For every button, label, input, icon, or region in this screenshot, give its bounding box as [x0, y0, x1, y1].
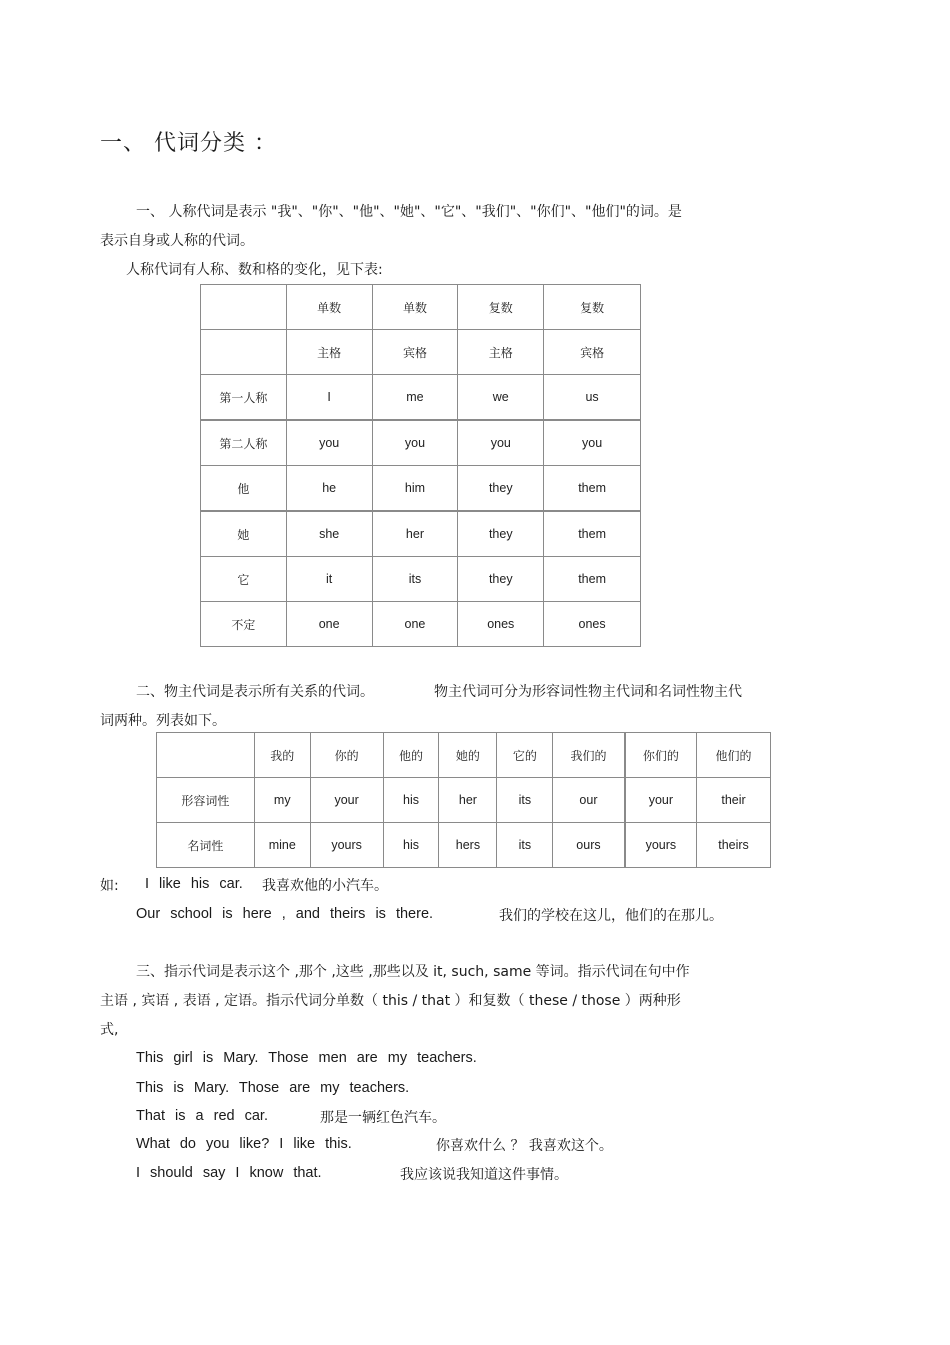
table-cell: they — [458, 511, 544, 557]
table-cell: she — [286, 511, 372, 557]
s1-line3: 人称代词有人称、数和格的变化，见下表: — [126, 262, 383, 278]
table-row — [201, 466, 641, 512]
table-cell: 复数 — [458, 285, 544, 330]
possessive-pronoun-table — [156, 732, 771, 868]
table-cell: ours — [553, 823, 625, 868]
row-label: 第一人称 — [201, 375, 287, 421]
table-row — [201, 420, 641, 466]
table-cell: his — [383, 823, 439, 868]
s3-line1: 三、指示代词是表示这个 ,那个 ,这些 ,那些以及 it, such, same 等词。指示代词在句中作 — [136, 964, 690, 980]
table-cell: hers — [439, 823, 497, 868]
table-cell: 宾格 — [372, 330, 458, 375]
table-cell: my — [254, 778, 310, 823]
table-cell: mine — [254, 823, 310, 868]
row-label: 不定 — [201, 602, 287, 647]
sentence-english: This is Mary. Those are my teachers. — [136, 1080, 410, 1096]
sentence-chinese: 那是一辆红色汽车。 — [320, 1110, 446, 1126]
table-cell: theirs — [697, 823, 771, 868]
table-cell: you — [372, 420, 458, 466]
table-cell: you — [286, 420, 372, 466]
sentence-english: That is a red car. — [136, 1108, 268, 1124]
sentence-chinese: 你喜欢什么 ？ 我喜欢这个。 — [436, 1138, 613, 1154]
table-cell: 它的 — [497, 733, 553, 778]
sentence-english: I should say I know that. — [136, 1165, 322, 1181]
table-cell: 她的 — [439, 733, 497, 778]
table-cell: his — [383, 778, 439, 823]
table-header-row — [201, 330, 641, 375]
table-row — [201, 511, 641, 557]
table-cell: 我的 — [254, 733, 310, 778]
table-cell: yours — [310, 823, 383, 868]
table-row — [201, 375, 641, 421]
table-row — [157, 778, 771, 823]
table-cell: them — [544, 557, 641, 602]
table-cell — [201, 330, 287, 375]
personal-pronoun-table — [200, 284, 641, 647]
table-cell: me — [372, 375, 458, 421]
table-cell: them — [544, 466, 641, 512]
table-row — [201, 557, 641, 602]
table-cell — [157, 733, 255, 778]
example2-chinese: 我们的学校在这儿，他们的在那儿。 — [499, 908, 723, 924]
table-row — [201, 602, 641, 647]
table-cell: 我们的 — [553, 733, 625, 778]
table-cell: her — [439, 778, 497, 823]
table-cell: 你们的 — [625, 733, 697, 778]
table-cell: its — [497, 778, 553, 823]
table-header-row — [157, 733, 771, 778]
table-cell: they — [458, 466, 544, 512]
table-cell: 单数 — [372, 285, 458, 330]
s1-line1: 一、 人称代词是表示 "我"、"你"、"他"、"她"、"它"、"我们"、"你们"、"他们"的词。是 — [136, 204, 682, 220]
table-cell: him — [372, 466, 458, 512]
table-cell: you — [458, 420, 544, 466]
table-cell: I — [286, 375, 372, 421]
table-cell: they — [458, 557, 544, 602]
example1-chinese: 我喜欢他的小汽车。 — [262, 878, 388, 894]
example1-english: I like his car. — [145, 876, 243, 892]
s3-line3: 式, — [100, 1022, 119, 1038]
s1-line2: 表示自身或人称的代词。 — [100, 233, 254, 249]
table-cell — [201, 285, 287, 330]
sentence-chinese: 我应该说我知道这件事情。 — [400, 1167, 568, 1183]
section-title: 一、 代词分类 ： — [100, 131, 277, 156]
row-label: 他 — [201, 466, 287, 512]
row-label: 它 — [201, 557, 287, 602]
row-label: 名词性 — [157, 823, 255, 868]
table-cell: its — [497, 823, 553, 868]
row-label: 她 — [201, 511, 287, 557]
table-cell: we — [458, 375, 544, 421]
example2-english: Our school is here , and theirs is there. — [136, 906, 434, 922]
table-cell: 主格 — [458, 330, 544, 375]
row-label: 形容词性 — [157, 778, 255, 823]
table-cell: 复数 — [544, 285, 641, 330]
table-cell: ones — [458, 602, 544, 647]
sentence-english: This girl is Mary. Those men are my teachers. — [136, 1050, 477, 1066]
s2-line1a: 二、物主代词是表示所有关系的代词。 — [136, 684, 374, 700]
row-label: 第二人称 — [201, 420, 287, 466]
s2-line2: 词两种。列表如下。 — [100, 713, 226, 729]
table-cell: them — [544, 511, 641, 557]
table-cell: our — [553, 778, 625, 823]
table-cell: ones — [544, 602, 641, 647]
table-cell: he — [286, 466, 372, 512]
table-cell: yours — [625, 823, 697, 868]
table-cell: it — [286, 557, 372, 602]
table-cell: one — [372, 602, 458, 647]
table-cell: 主格 — [286, 330, 372, 375]
table-row — [157, 823, 771, 868]
table-cell: 单数 — [286, 285, 372, 330]
table-cell: you — [544, 420, 641, 466]
table-cell: her — [372, 511, 458, 557]
table-cell: their — [697, 778, 771, 823]
s2-line1b: 物主代词可分为形容词性物主代词和名词性物主代 — [434, 684, 742, 700]
table-cell: your — [310, 778, 383, 823]
table-cell: one — [286, 602, 372, 647]
table-header-row — [201, 285, 641, 330]
table-cell: its — [372, 557, 458, 602]
sentence-english: What do you like? I like this. — [136, 1136, 352, 1152]
s3-line2: 主语 , 宾语 , 表语 , 定语。指示代词分单数（ this / that ）和复数（ these / those ）两种形 — [100, 993, 681, 1009]
table-cell: 你的 — [310, 733, 383, 778]
table-cell: your — [625, 778, 697, 823]
example1-prefix: 如: — [100, 878, 119, 894]
table-cell: 他的 — [383, 733, 439, 778]
table-cell: us — [544, 375, 641, 421]
table-cell: 宾格 — [544, 330, 641, 375]
table-cell: 他们的 — [697, 733, 771, 778]
